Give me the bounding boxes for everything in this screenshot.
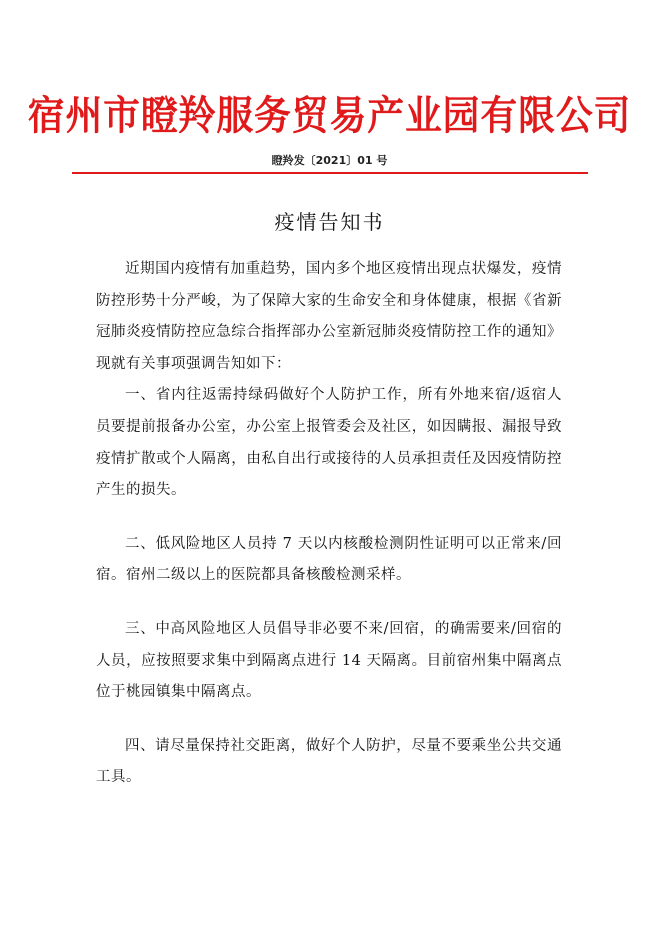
item-paragraph-1: 一、省内往返需持绿码做好个人防护工作，所有外地来宿/返宿人员要提前报备办公室，办公室上报管委会及社区，如因瞒报、漏报导致疫情扩散或个人隔离，由私自出行或接待的人员承担责任及因疫情防控产生的损失。 — [96, 387, 562, 499]
issuing-organization-name: 宿州市瞪羚服务贸易产业园有限公司 — [27, 93, 632, 139]
red-divider-line — [72, 172, 588, 174]
document-number: 瞪羚发〔2021〕01 号 — [271, 154, 388, 167]
document-title: 疫情告知书 — [274, 210, 385, 234]
intro-paragraph: 近期国内疫情有加重趋势，国内多个地区疫情出现点状爆发，疫情防控形势十分严峻，为了保障大家的生命安全和身体健康，根据《省新冠肺炎疫情防控应急综合指挥部办公室新冠肺炎疫情防控工作的通知》现就有关事项强调告知如下： — [96, 261, 562, 372]
item-paragraph-4: 四、请尽量保持社交距离，做好个人防护，尽量不要乘坐公共交通工具。 — [96, 737, 562, 786]
item-paragraph-2: 二、低风险地区人员持 7 天以内核酸检测阴性证明可以正常来/回宿。宿州二级以上的医院都具备核酸检测采样。 — [96, 535, 562, 584]
item-paragraph-3: 三、中高风险地区人员倡导非必要不来/回宿，的确需要来/回宿的人员，应按照要求集中到隔离点进行 14 天隔离。目前宿州集中隔离点位于桃园镇集中隔离点。 — [96, 620, 562, 701]
document-body — [96, 254, 562, 794]
